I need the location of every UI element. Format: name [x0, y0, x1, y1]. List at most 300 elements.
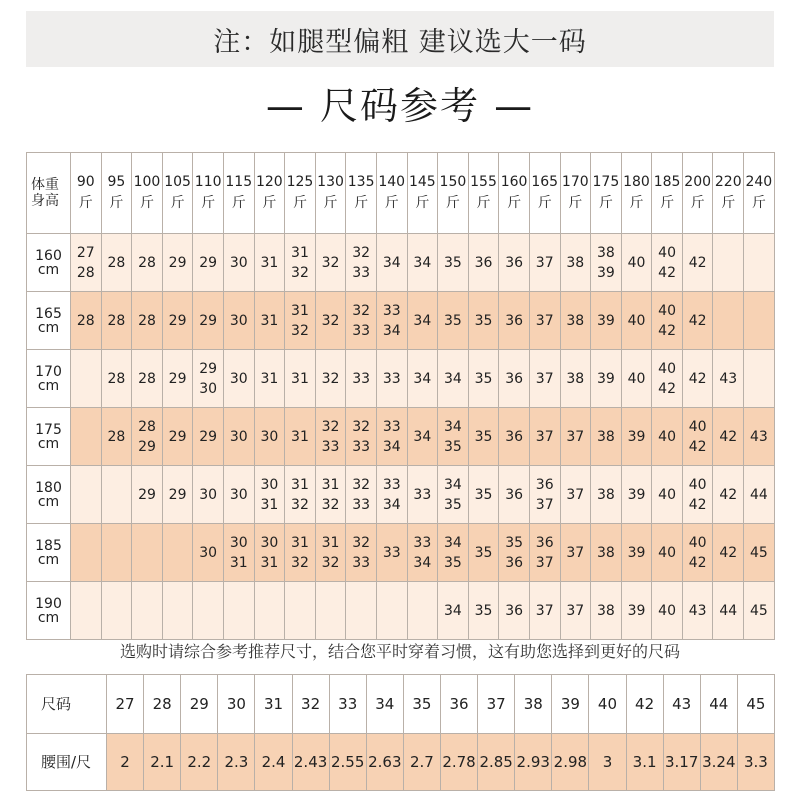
size-value: 37 [535, 370, 554, 387]
size-value: 31 [229, 554, 248, 571]
weight-header-cell [468, 153, 499, 234]
size-value-cell: 45 [737, 675, 774, 734]
size-value: 42 [688, 438, 707, 455]
size-value: 32 [321, 418, 340, 435]
size-cell [591, 582, 622, 640]
size-value: 36 [505, 370, 524, 387]
waist-value-cell: 2.93 [515, 734, 552, 791]
size-value-cell: 33 [329, 675, 366, 734]
size-cell [529, 582, 560, 640]
size-value: 31 [291, 244, 309, 261]
size-value: 35 [444, 312, 462, 329]
size-value: 34 [444, 476, 462, 493]
size-cell [621, 350, 652, 408]
size-value: 42 [719, 544, 738, 561]
size-value: 39 [596, 370, 615, 387]
weight-value: 165 [531, 174, 559, 190]
size-cell [591, 466, 622, 524]
height-value: 175 [35, 421, 62, 438]
size-value: 32 [291, 322, 309, 339]
size-cell [560, 524, 591, 582]
waist-size-table [26, 674, 775, 791]
height-value: 160 [35, 247, 62, 264]
size-cell [652, 466, 683, 524]
size-value: 42 [688, 496, 707, 513]
weight-header-cell [438, 153, 469, 234]
size-value: 37 [535, 496, 554, 513]
size-cell [376, 582, 407, 640]
weight-unit: 斤 [231, 195, 246, 211]
size-cell [744, 582, 775, 640]
size-value: 31 [291, 370, 309, 387]
size-value: 34 [382, 254, 401, 271]
weight-header-cell [376, 153, 407, 234]
size-value: 42 [658, 322, 676, 339]
size-cell [499, 466, 530, 524]
size-value: 33 [352, 322, 371, 339]
size-value: 42 [719, 486, 738, 503]
waist-value-cell: 2.55 [329, 734, 366, 791]
weight-value: 200 [684, 174, 712, 190]
height-value: 170 [35, 363, 62, 380]
size-value: 33 [352, 496, 371, 513]
size-value-cell: 39 [552, 675, 589, 734]
size-value-cell: 36 [440, 675, 477, 734]
weight-header-cell [621, 153, 652, 234]
size-cell [162, 234, 193, 292]
weight-header-cell [285, 153, 316, 234]
size-value: 31 [321, 476, 340, 493]
size-cell [438, 466, 469, 524]
size-cell [682, 234, 713, 292]
weight-value: 105 [164, 174, 191, 190]
size-value: 29 [199, 428, 218, 445]
height-label-cell [27, 350, 71, 408]
size-cell [71, 234, 102, 292]
size-value: 36 [535, 476, 554, 493]
size-cell [223, 524, 254, 582]
size-cell [254, 350, 285, 408]
size-value: 34 [413, 554, 432, 571]
weight-value: 120 [255, 174, 283, 190]
size-value: 29 [199, 312, 218, 329]
size-cell [560, 466, 591, 524]
weight-value: 175 [592, 174, 620, 190]
weight-unit: 斤 [507, 195, 522, 211]
size-cell [162, 582, 193, 640]
weight-header-cell [346, 153, 377, 234]
weight-unit: 斤 [415, 195, 430, 211]
size-value: 32 [321, 254, 340, 271]
size-cell [438, 524, 469, 582]
size-value: 32 [291, 554, 309, 571]
size-cell [315, 234, 346, 292]
size-cell [193, 582, 224, 640]
size-cell [744, 524, 775, 582]
size-value: 42 [688, 370, 707, 387]
waist-value-cell: 2.78 [440, 734, 477, 791]
size-value: 34 [444, 418, 462, 435]
height-label-cell [27, 524, 71, 582]
size-cell [223, 408, 254, 466]
size-value: 33 [352, 264, 371, 281]
size-value: 29 [168, 428, 187, 445]
size-cell [438, 350, 469, 408]
height-label-cell [27, 292, 71, 350]
size-cell [132, 466, 163, 524]
weight-unit: 斤 [568, 195, 583, 211]
table-row [27, 582, 775, 640]
size-cell [101, 582, 132, 640]
size-value: 36 [505, 312, 524, 329]
size-cell [621, 582, 652, 640]
weight-unit: 斤 [537, 195, 552, 211]
size-value: 32 [321, 370, 340, 387]
size-cell [682, 292, 713, 350]
size-value: 34 [413, 370, 432, 387]
height-unit: cm [37, 377, 60, 394]
height-value: 190 [35, 595, 62, 612]
size-cell [162, 350, 193, 408]
size-value: 36 [535, 534, 554, 551]
size-value-cell: 43 [663, 675, 700, 734]
size-cell [223, 234, 254, 292]
weight-header-cell [132, 153, 163, 234]
size-cell [591, 408, 622, 466]
size-cell [376, 408, 407, 466]
size-cell [254, 292, 285, 350]
size-value: 33 [321, 438, 340, 455]
size-value: 40 [688, 534, 707, 551]
size-cell [101, 350, 132, 408]
weight-header-cell [315, 153, 346, 234]
size-cell [468, 234, 499, 292]
size-cell [682, 408, 713, 466]
height-unit: cm [37, 609, 60, 626]
size-cell [285, 350, 316, 408]
size-cell [529, 234, 560, 292]
size-value: 33 [352, 554, 371, 571]
size-cell [560, 292, 591, 350]
height-unit: cm [37, 319, 60, 336]
size-cell [438, 582, 469, 640]
size-cell [376, 234, 407, 292]
size-cell [71, 292, 102, 350]
size-value-cell: 40 [589, 675, 626, 734]
weight-value: 150 [439, 174, 467, 190]
weight-unit: 斤 [629, 195, 644, 211]
size-cell [376, 524, 407, 582]
size-value: 39 [627, 544, 646, 561]
table-row [27, 408, 775, 466]
size-value: 30 [260, 534, 279, 551]
size-value: 38 [566, 254, 585, 271]
size-cell [132, 350, 163, 408]
weight-unit: 斤 [262, 195, 277, 211]
table-row [27, 350, 775, 408]
weight-unit: 斤 [384, 195, 399, 211]
size-cell [713, 234, 744, 292]
size-cell [621, 234, 652, 292]
height-unit: cm [37, 261, 60, 278]
size-value: 32 [321, 554, 340, 571]
size-cell [346, 292, 377, 350]
size-cell [315, 582, 346, 640]
weight-header-cell [744, 153, 775, 234]
size-value: 37 [566, 486, 585, 503]
size-cell [438, 292, 469, 350]
size-cell [101, 408, 132, 466]
purchase-advice: 选购时请综合参考推荐尺寸，结合您平时穿着习惯，这有助您选择到更好的尺码 [119, 641, 680, 661]
size-cell [652, 524, 683, 582]
waist-value-cell: 2 [107, 734, 144, 791]
size-cell [71, 408, 102, 466]
size-value: 32 [352, 302, 371, 319]
size-cell [101, 524, 132, 582]
waist-value-cell: 2.63 [366, 734, 403, 791]
weight-unit: 斤 [721, 195, 736, 211]
size-value: 42 [658, 380, 676, 397]
size-value: 39 [596, 264, 615, 281]
size-cell [346, 234, 377, 292]
size-cell [315, 350, 346, 408]
weight-unit: 斤 [598, 195, 613, 211]
size-cell [499, 350, 530, 408]
weight-value: 90 [76, 174, 95, 190]
weight-header-cell [682, 153, 713, 234]
height-unit: cm [37, 493, 60, 510]
size-value: 30 [229, 486, 248, 503]
size-cell [713, 408, 744, 466]
size-value: 32 [291, 496, 309, 513]
size-cell [682, 466, 713, 524]
size-value-cell: 27 [107, 675, 144, 734]
height-label-cell [27, 408, 71, 466]
size-value: 38 [596, 244, 615, 261]
size-value: 28 [107, 370, 126, 387]
size-value: 42 [688, 554, 707, 571]
size-value: 28 [107, 312, 126, 329]
size-value: 34 [413, 312, 432, 329]
height-label-cell [27, 466, 71, 524]
size-cell [101, 234, 132, 292]
size-value: 34 [413, 254, 432, 271]
size-cell [315, 292, 346, 350]
size-cell [652, 408, 683, 466]
size-cell [652, 234, 683, 292]
size-value: 33 [382, 370, 401, 387]
size-value: 28 [138, 370, 156, 387]
weight-unit: 斤 [170, 195, 185, 211]
weight-header-row [27, 153, 775, 234]
size-value-cell: 28 [144, 675, 181, 734]
size-value-cell: 29 [181, 675, 218, 734]
size-value: 35 [474, 428, 493, 445]
size-cell [560, 234, 591, 292]
size-cell [499, 524, 530, 582]
size-value: 35 [444, 438, 462, 455]
size-cell [713, 524, 744, 582]
weight-header-cell [591, 153, 622, 234]
waist-value-cell: 2.1 [144, 734, 181, 791]
size-cell [529, 408, 560, 466]
height-unit: cm [37, 435, 60, 452]
size-value: 31 [260, 496, 279, 513]
size-cell [591, 524, 622, 582]
size-value: 35 [474, 312, 493, 329]
size-cell [438, 408, 469, 466]
size-value: 36 [505, 554, 524, 571]
size-value: 33 [382, 302, 401, 319]
size-value: 40 [688, 476, 707, 493]
height-label-cell [27, 582, 71, 640]
waist-value-cell: 2.2 [181, 734, 218, 791]
size-cell [254, 234, 285, 292]
size-cell [591, 350, 622, 408]
size-cell [132, 408, 163, 466]
size-value: 32 [321, 496, 340, 513]
size-value: 40 [658, 602, 676, 619]
size-value: 34 [382, 496, 401, 513]
waist-value-cell: 3.3 [737, 734, 774, 791]
weight-value: 220 [714, 174, 742, 190]
size-value: 43 [719, 370, 738, 387]
size-value: 35 [474, 370, 493, 387]
size-value: 43 [749, 428, 768, 445]
size-value: 31 [291, 476, 309, 493]
size-value: 30 [229, 312, 248, 329]
size-value: 32 [352, 418, 371, 435]
size-value: 28 [107, 254, 126, 271]
size-value: 34 [444, 370, 462, 387]
weight-unit: 斤 [323, 195, 338, 211]
weight-unit: 斤 [660, 195, 675, 211]
size-value: 42 [658, 264, 676, 281]
notice-banner [26, 11, 774, 67]
size-value-cell: 35 [403, 675, 440, 734]
size-cell [285, 466, 316, 524]
size-cell [499, 408, 530, 466]
size-value: 29 [199, 360, 218, 377]
size-cell [407, 582, 438, 640]
size-value: 37 [535, 428, 554, 445]
size-cell [132, 524, 163, 582]
size-value: 33 [413, 486, 432, 503]
size-value: 42 [719, 428, 738, 445]
size-value: 35 [444, 496, 462, 513]
size-cell [407, 524, 438, 582]
size-cell [621, 524, 652, 582]
size-value: 35 [505, 534, 524, 551]
size-value: 40 [658, 544, 676, 561]
size-value: 30 [229, 370, 248, 387]
size-value: 29 [199, 254, 218, 271]
size-value: 40 [658, 360, 676, 377]
waist-value-cell: 2.4 [255, 734, 292, 791]
waist-value-cell: 2.98 [552, 734, 589, 791]
size-cell [162, 408, 193, 466]
size-value: 33 [413, 534, 432, 551]
weight-unit: 斤 [201, 195, 216, 211]
weight-header-cell [529, 153, 560, 234]
size-value: 37 [566, 602, 585, 619]
size-value: 33 [352, 438, 371, 455]
size-cell [560, 408, 591, 466]
size-value: 42 [688, 254, 707, 271]
size-cell [713, 466, 744, 524]
weight-value: 180 [623, 174, 650, 190]
weight-unit: 斤 [751, 195, 766, 211]
corner-cell [27, 153, 71, 234]
size-value: 40 [658, 486, 676, 503]
size-value: 38 [566, 370, 585, 387]
size-cell [591, 292, 622, 350]
weight-value: 140 [378, 174, 406, 190]
size-value: 44 [719, 602, 738, 619]
weight-unit: 斤 [690, 195, 705, 211]
size-value: 32 [291, 264, 309, 281]
height-axis-label: 身高 [31, 193, 59, 209]
size-value: 35 [474, 486, 493, 503]
size-value: 36 [474, 254, 493, 271]
size-value: 30 [199, 544, 218, 561]
size-cell [285, 524, 316, 582]
size-value-cell: 31 [255, 675, 292, 734]
size-value: 39 [627, 428, 646, 445]
size-value: 35 [474, 602, 493, 619]
size-value: 39 [596, 312, 615, 329]
size-value: 32 [321, 312, 340, 329]
weight-unit: 斤 [78, 195, 93, 211]
weight-header-cell [652, 153, 683, 234]
size-cell [529, 292, 560, 350]
weight-value: 110 [194, 174, 222, 190]
size-cell [744, 234, 775, 292]
size-cell [407, 234, 438, 292]
size-cell [254, 524, 285, 582]
size-cell [621, 292, 652, 350]
size-cell [407, 466, 438, 524]
size-value: 31 [260, 370, 279, 387]
size-cell [438, 234, 469, 292]
size-value: 38 [596, 428, 615, 445]
size-value: 29 [168, 370, 187, 387]
size-cell [682, 350, 713, 408]
size-cell [376, 466, 407, 524]
table-row [27, 292, 775, 350]
size-value: 42 [688, 312, 707, 329]
notice-text: 注：如腿型偏粗 建议选大一码 [213, 26, 587, 58]
weight-value: 125 [286, 174, 314, 190]
size-value: 36 [505, 254, 524, 271]
table-row [27, 234, 775, 292]
size-cell [529, 350, 560, 408]
weight-value: 100 [133, 174, 161, 190]
size-cell [468, 408, 499, 466]
weight-unit: 斤 [139, 195, 154, 211]
size-cell [193, 350, 224, 408]
size-value: 36 [505, 486, 524, 503]
size-value: 37 [535, 254, 554, 271]
size-cell [621, 466, 652, 524]
size-cell [560, 582, 591, 640]
size-value: 34 [444, 602, 462, 619]
size-value: 45 [749, 544, 768, 561]
size-value: 28 [138, 312, 156, 329]
weight-value: 145 [408, 174, 436, 190]
size-value: 34 [413, 428, 432, 445]
size-cell [193, 466, 224, 524]
